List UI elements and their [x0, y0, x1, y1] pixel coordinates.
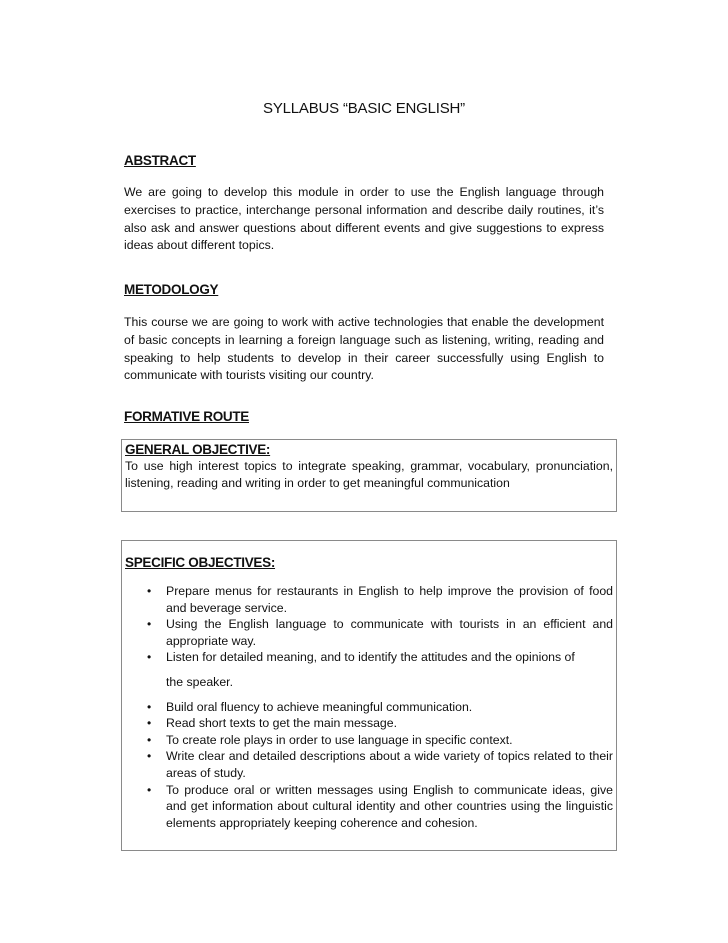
- list-item-text: Build oral fluency to achieve meaningful communication.: [166, 699, 473, 714]
- list-item: [125, 782, 613, 832]
- bullet-icon: •: [147, 650, 152, 665]
- list-item-text: Write clear and detailed descriptions about a wide variety of topics related to their areas of study.: [166, 749, 613, 780]
- list-item-text: Read short texts to get the main message.: [166, 716, 398, 731]
- list-item-text-continued: the speaker.: [166, 674, 233, 689]
- list-item: [125, 583, 613, 616]
- bullet-icon: •: [147, 732, 152, 747]
- general-objective-box: [121, 439, 617, 512]
- list-item-text: Prepare menus for restaurants in English to help improve the provision of food and beverage service.: [166, 584, 613, 615]
- specific-objectives-list: [125, 583, 613, 831]
- methodology-heading: METODOLOGY: [124, 282, 219, 297]
- general-objective-text: To use high interest topics to integrate speaking, grammar, vocabulary, pronunciation, listening, reading and writing in order to get meaningful communication: [125, 459, 613, 490]
- list-item: [125, 748, 613, 781]
- list-item-text: Listen for detailed meaning, and to identify the attitudes and the opinions of: [166, 650, 575, 665]
- list-item: [125, 715, 613, 732]
- specific-objectives-box: [121, 540, 617, 851]
- bullet-icon: •: [147, 617, 152, 632]
- list-item: [125, 616, 613, 649]
- document-title: SYLLABUS “BASIC ENGLISH”: [263, 100, 465, 117]
- abstract-heading: ABSTRACT: [124, 153, 196, 168]
- bullet-icon: •: [147, 716, 152, 731]
- methodology-text: This course we are going to work with active technologies that enable the development of basic concepts in learning a foreign language such as listening, writing, reading and speaking to help students to develop in their career successfully using English to communicate with tourists visiting our country.: [124, 315, 604, 383]
- general-objective-heading: GENERAL OBJECTIVE:: [125, 442, 271, 457]
- list-item-text: Using the English language to communicate with tourists in an efficient and appropriate way.: [166, 617, 613, 648]
- list-item: [125, 649, 613, 690]
- formative-route-heading: FORMATIVE ROUTE: [124, 409, 249, 424]
- list-item: [125, 732, 613, 749]
- abstract-text: We are going to develop this module in order to use the English language through exercises to practice, interchange personal information and describe daily routines, it’s also ask and answer questions about different events and give suggestions to express ideas about different topics.: [124, 185, 604, 253]
- list-item-text: To create role plays in order to use language in specific context.: [166, 732, 513, 747]
- list-item: [125, 699, 613, 716]
- bullet-icon: •: [147, 584, 152, 598]
- bullet-icon: •: [147, 749, 152, 764]
- bullet-icon: •: [147, 699, 152, 714]
- list-item-text: To produce oral or written messages using English to communicate ideas, give and get information about cultural identity and other countries using the linguistic elements appropriately keeping coherence and cohesion.: [166, 782, 613, 830]
- specific-objectives-heading: SPECIFIC OBJECTIVES:: [125, 555, 276, 570]
- bullet-icon: •: [147, 782, 152, 797]
